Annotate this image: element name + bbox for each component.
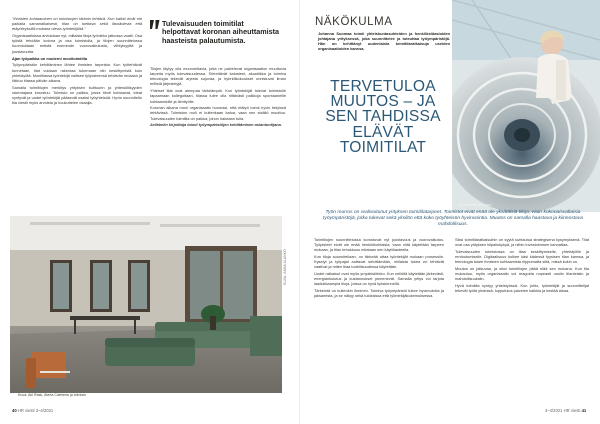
paragraph: Tulevaisuuden toimistossa on tilaa keskittymiselle, yhteistyölle ja rentoutumiselle. Digitaalisuus kulkee käsi kädessä fyysisen tilan kanssa, ja teknologia tukee ihmisten kohtaamista riippumatta siitä, missä kukin on. <box>455 248 589 265</box>
pull-quote: Tulevaisuuden toimitilat helpottavat koronan aiheuttamista haasteista palautumista. <box>162 19 280 45</box>
page-number: 40 <box>12 408 17 413</box>
paragraph: Uudet ratkaisut ovat myös ympäristöteko. Kun neliöitä käytetään järkevästi, energiankulutus ja kustannukset pienenevät. Samalla yritys voi tarjota laadukkaampia tiloja, joissa on hyvä työskennellä. <box>314 271 444 287</box>
folio <box>545 408 586 413</box>
right-column-1 <box>314 237 444 300</box>
magazine-issue: HR viesti 3–4/2021 <box>17 408 54 413</box>
page-number: 41 <box>581 408 587 413</box>
paragraph: Samalla toimitilojen merkitys yrityksen kulttuurin ja yhteisöllisyyden rakentajana korostuu. Toimisto on paikka, jossa tiimit kohtaavat, ideat syntyvät ja uudet työntekijät pääsevät osaksi työyhteisöä. Hyvin suunniteltu tila viestii myös arvoista ja houkuttelee osaajia. <box>12 84 142 106</box>
right-page <box>300 0 600 424</box>
staircase-portrait-illustration <box>452 0 600 212</box>
author-credit: Artikkelin kirjoittaja toimii työympäristöjen kehittämisen asiantuntijana. <box>150 122 282 128</box>
author-text: Johanna Suomaa toimii yhteiskuntasuhteiden ja henkilöstöasioiden johtajana yrityksessä, joka suunnittelee ja toteuttaa työympäristöjä. Hän on kehittänyt uudenlaisia toimitilaratkaisuja useiden organisaatioiden kanssa. <box>318 31 450 52</box>
paragraph: Toimitilojen suunnittelussa korostuvat nyt joustavuus ja vuorovaikutus. Työpisteet eivät ole enää henkilökohtaisia, vaan niitä käytetään tarpeen mukaan, ja tilan tehokkuus mitataan sen käyttöasteella. <box>314 237 444 253</box>
office-lounge-photo <box>10 216 282 393</box>
folio <box>12 408 53 413</box>
photo-credit: KUVA: ANNA ALANKO <box>283 249 287 285</box>
paragraph: Muutos on jatkuvaa, ja siksi toimitilojen pitää elää sen mukana. Kun tila mukautuu, myös organisaatio voi reagoida nopeasti uusiin tilanteisiin ja mahdollisuuksiin. <box>455 265 589 282</box>
paragraph: Organisaatioissa arvioidaan nyt, millaisia tiloja työnteko jatkossa vaatii. Osa työstä tehdään kotona ja osa toimistolla, ja tilojen suunnittelussa huomioidaan entistä enemmän vuorovaikutusta, viihtyisyyttä ja joustavuutta. <box>12 33 142 54</box>
section-label: NÄKÖKULMA <box>315 16 393 28</box>
article-title: TERVETULOA MUUTOS – JA SEN TAHDISSA ELÄVÄT TOIMITILAT <box>325 78 441 156</box>
left-column-2 <box>150 66 286 129</box>
photo-caption: Kuva: Aki Rask, Ateria Cafeteria ja toimisto <box>18 393 87 397</box>
portrait-caption: Kuva: Maria Neuvonen <box>458 203 492 207</box>
right-column-2 <box>455 237 589 295</box>
magazine-issue: 3–4/2021 HR viesti <box>545 408 581 413</box>
article-deck: Työn murros on realisoitunut yrityksen toimitilatarpeet. Toimistot eivät enää ole yksittäisiä tiloja, vaan kokonaisvaltaisia työympäristöjä, jotka tukevat sekä yksilön että koko työyhteisön hyvinvointia. Muutos on samalla haastava ja kiinnostava mahdollisuus. <box>323 210 583 228</box>
paragraph: Siksi toimitilaratkaisuihin on syytä suhtautua strategisena kysymyksenä. Tilat ovat osa yrityksen kilpailukykyä, ja niihin investoiminen kannattaa. <box>455 237 589 248</box>
left-column-1 <box>12 16 142 107</box>
paragraph: Koronan aikana moni organisaatio huomasi, että etätyö toimii hyvin tietyissä tehtävissä. Toimiston rooli ei kuitenkaan katoa, vaan sen sisältö muuttuu. Tulevaisuuden toimitila on paikka, johon halutaan tulla. <box>150 105 286 121</box>
paragraph: Kun tiloja suunnitellaan, on tärkeää ottaa työntekijät mukaan prosessiin. Kyselyt ja työpajat auttavat selvittämään, millaista tukea eri tehtävät vaativat ja miten tilaa todellisuudessa käytetään. <box>314 254 444 270</box>
paragraph: Hyvä toimitila syntyy yhteistyössä. Kun johto, työntekijät ja suunnittelijat tekevät työtä yhdessä, lopputulos palvelee kaikkia ja kestää aikaa. <box>455 283 589 294</box>
author-intro <box>318 31 450 53</box>
paragraph: Tilojen täytyy olla muunneltavia, jotta ne palvelevat organisaation muuttuvia tarpeita myös tulevaisuudessa. Siirrettävät kalusteet, akustiikka ja toimiva teknologia tekevät arjesta sujuvaa, ja hybridikokoukset onnistuvat ilman erillisiä järjestelyjä. <box>150 66 286 87</box>
paragraph: Yhteiset tilat ovat aiempaa tärkeämpiä. Kun työntekijät tulevat toimistolle tapaamaan kollegoitaan, tilassa tulee olla riittävästi paikkoja spontaaneille kohtaamisille ja tiimityölle. <box>150 88 286 104</box>
paragraph: Työympäristön kehittäminen lähtee ihmisten tarpeista. Kun työtehtävät tunnetaan, tilat voidaan rakentaa tukemaan niin keskittymistä kuin yhteistyötä. Monitilassa työntekijä valitsee työpisteensä tehtävän mukaan ja liikkuu tilassa päivän aikana. <box>12 62 142 83</box>
subheading: Ajan työpaikka on moderni monitoimitila <box>12 55 88 61</box>
quote-mark-icon <box>150 20 161 31</box>
author-portrait-photo <box>452 0 600 212</box>
quote-intro: "Ihmisten kohtaaminen on toimistojen tärkein tehtävä. Kun kaikki eivät ole paikalla samanaikaisesti, tilan on tuettava sekä läsnäolevia että etäyhteyksillä mukana olevia työntekijöitä." <box>12 16 142 32</box>
paragraph: Tärkeintä on kuitenkin ihminen. Toimiva työympäristö tukee hyvinvointia ja jaksamista, ja se näkyy sekä tuloksissa että työntekijäkokemuksessa. <box>314 288 444 299</box>
office-lounge-illustration <box>10 216 282 393</box>
